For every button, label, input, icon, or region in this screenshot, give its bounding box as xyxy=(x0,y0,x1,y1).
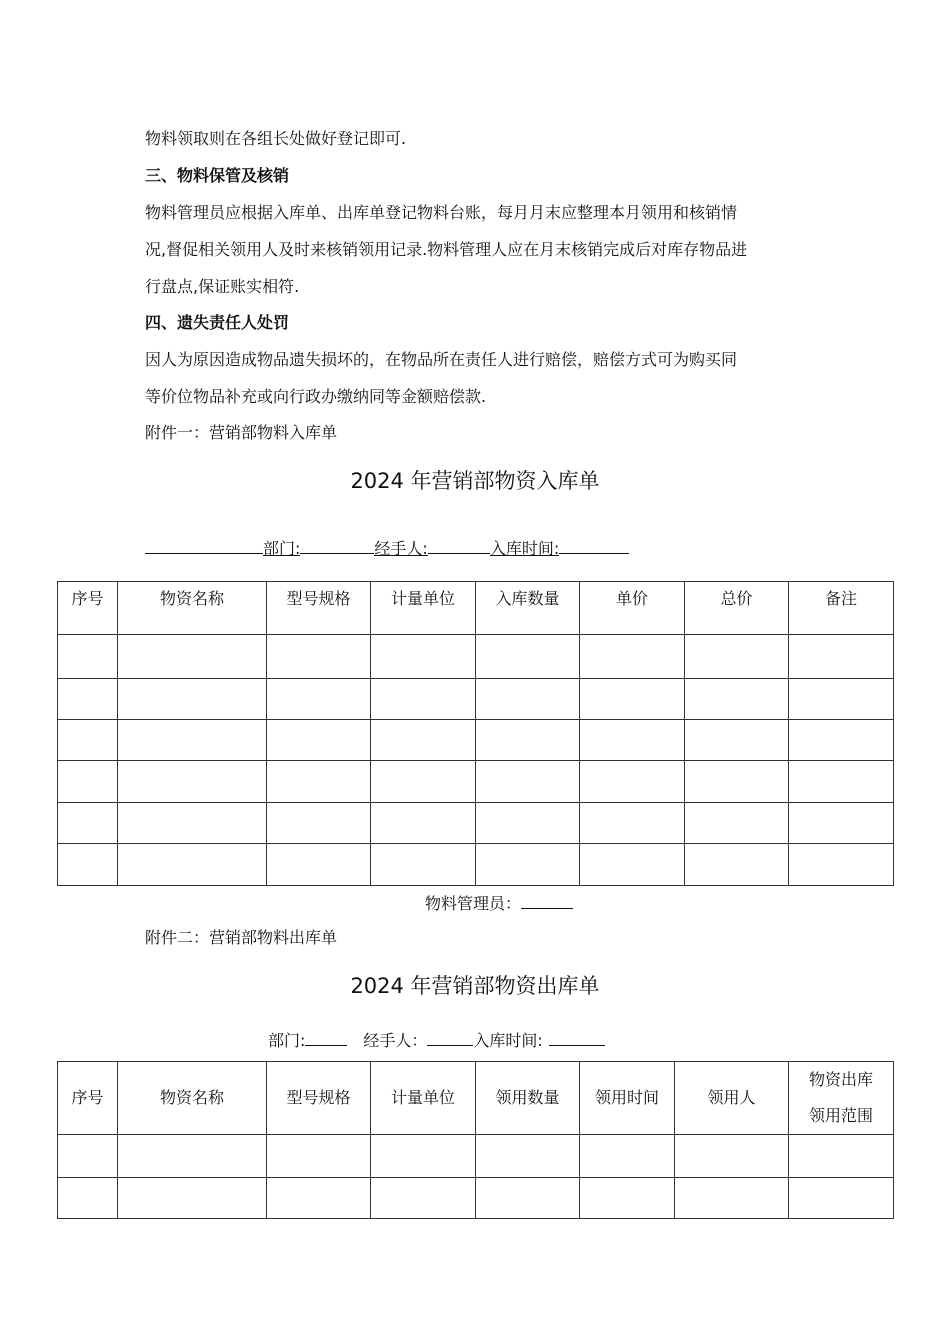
table-cell[interactable] xyxy=(789,679,894,720)
table-cell[interactable] xyxy=(371,761,476,803)
col-header-name: 物资名称 xyxy=(118,582,267,635)
dept-blank[interactable] xyxy=(305,1029,347,1046)
table-cell[interactable] xyxy=(789,720,894,761)
time-blank[interactable] xyxy=(549,1029,605,1046)
table-cell[interactable] xyxy=(58,679,118,720)
table-cell[interactable] xyxy=(685,844,789,886)
table-cell[interactable] xyxy=(789,1178,894,1219)
paragraph-text: 因人为原因造成物品遗失损坏的，在物品所在责任人进行赔偿，赔偿方式可为购买同 xyxy=(145,350,738,369)
table-row xyxy=(58,803,894,844)
table-row xyxy=(58,1135,894,1178)
handler-blank[interactable] xyxy=(428,537,490,554)
table-cell[interactable] xyxy=(58,844,118,886)
handler-label: 经手人: xyxy=(374,539,428,558)
section-heading-3: 三、物料保管及核销 xyxy=(145,166,290,185)
table-cell[interactable] xyxy=(580,1178,675,1219)
table-cell[interactable] xyxy=(476,1135,580,1178)
outbound-header-fields xyxy=(268,1029,605,1051)
table-cell[interactable] xyxy=(267,761,371,803)
inbound-form-title: 2024 年营销部物资入库单 xyxy=(350,469,600,493)
table-cell[interactable] xyxy=(580,720,685,761)
table-row xyxy=(58,844,894,886)
time-label: 入库时间: xyxy=(489,539,560,558)
table-cell[interactable] xyxy=(580,803,685,844)
table-cell[interactable] xyxy=(476,761,580,803)
table-cell[interactable] xyxy=(118,844,267,886)
paragraph-text: 行盘点,保证账实相符. xyxy=(145,277,300,296)
table-cell[interactable] xyxy=(476,844,580,886)
outbound-form-title: 2024 年营销部物资出库单 xyxy=(350,974,600,998)
table-cell[interactable] xyxy=(789,803,894,844)
time-label: 入库时间: xyxy=(473,1031,543,1050)
manager-blank[interactable] xyxy=(521,892,573,909)
inbound-header-row xyxy=(58,582,894,635)
table-cell[interactable] xyxy=(476,1178,580,1219)
table-cell[interactable] xyxy=(675,1135,789,1178)
attachment-label: 附件二：营销部物料出库单 xyxy=(145,928,338,947)
table-cell[interactable] xyxy=(118,679,267,720)
table-row xyxy=(58,761,894,803)
table-cell[interactable] xyxy=(118,635,267,679)
inbound-header-fields xyxy=(145,537,629,559)
table-cell[interactable] xyxy=(58,761,118,803)
col-header-name: 物资名称 xyxy=(118,1062,267,1135)
table-cell[interactable] xyxy=(58,1135,118,1178)
scope-header-line2: 领用范围 xyxy=(808,1106,873,1125)
table-cell[interactable] xyxy=(476,803,580,844)
section-heading-4: 四、遗失责任人处罚 xyxy=(145,313,290,332)
table-row xyxy=(58,635,894,679)
col-header-unit: 计量单位 xyxy=(371,1062,476,1135)
table-cell[interactable] xyxy=(118,1178,267,1219)
handler-label: 经手人： xyxy=(363,1031,428,1050)
table-cell[interactable] xyxy=(371,635,476,679)
col-header-total: 总价 xyxy=(685,582,789,635)
table-cell[interactable] xyxy=(371,1178,476,1219)
table-row xyxy=(58,679,894,720)
col-header-remark: 备注 xyxy=(789,582,894,635)
col-header-unit: 计量单位 xyxy=(371,582,476,635)
col-header-quantity: 入库数量 xyxy=(476,582,580,635)
col-header-index: 序号 xyxy=(58,582,118,635)
table-cell[interactable] xyxy=(118,1135,267,1178)
col-header-spec: 型号规格 xyxy=(267,1062,371,1135)
table-cell[interactable] xyxy=(267,1178,371,1219)
table-cell[interactable] xyxy=(371,844,476,886)
table-cell[interactable] xyxy=(267,679,371,720)
col-header-unit-price: 单价 xyxy=(580,582,685,635)
table-cell[interactable] xyxy=(789,635,894,679)
table-cell[interactable] xyxy=(58,1178,118,1219)
inbound-table xyxy=(57,581,894,886)
col-header-quantity: 领用数量 xyxy=(476,1062,580,1135)
handler-blank[interactable] xyxy=(427,1029,473,1046)
manager-signature-line xyxy=(425,892,573,914)
table-cell[interactable] xyxy=(118,720,267,761)
table-row xyxy=(58,1178,894,1219)
outbound-header-row xyxy=(58,1062,894,1135)
paragraph-text: 物料管理员应根据入库单、出库单登记物料台账，每月月末应整理本月领用和核销情 xyxy=(145,203,738,222)
table-cell[interactable] xyxy=(675,1178,789,1219)
table-cell[interactable] xyxy=(371,803,476,844)
time-blank[interactable] xyxy=(559,537,629,554)
table-cell[interactable] xyxy=(685,720,789,761)
table-cell[interactable] xyxy=(371,679,476,720)
col-header-index: 序号 xyxy=(58,1062,118,1135)
col-header-time: 领用时间 xyxy=(580,1062,675,1135)
dept-label: 部门: xyxy=(268,1031,306,1050)
table-row xyxy=(58,720,894,761)
attachment-label: 附件一：营销部物料入库单 xyxy=(145,423,338,442)
col-header-scope xyxy=(789,1062,894,1135)
table-cell[interactable] xyxy=(580,844,685,886)
table-cell[interactable] xyxy=(685,803,789,844)
table-cell[interactable] xyxy=(789,1135,894,1178)
table-cell[interactable] xyxy=(580,1135,675,1178)
table-cell[interactable] xyxy=(789,761,894,803)
table-cell[interactable] xyxy=(58,635,118,679)
dept-label: 部门: xyxy=(263,539,301,558)
table-cell[interactable] xyxy=(685,635,789,679)
outbound-table xyxy=(57,1061,894,1219)
table-cell[interactable] xyxy=(580,635,685,679)
table-cell[interactable] xyxy=(118,761,267,803)
col-header-recipient: 领用人 xyxy=(675,1062,789,1135)
table-cell[interactable] xyxy=(371,720,476,761)
table-cell[interactable] xyxy=(580,761,685,803)
col-header-spec: 型号规格 xyxy=(267,582,371,635)
dept-blank[interactable] xyxy=(145,537,263,554)
table-cell[interactable] xyxy=(685,761,789,803)
dept-value-blank[interactable] xyxy=(300,537,374,554)
table-cell[interactable] xyxy=(267,803,371,844)
table-cell[interactable] xyxy=(476,679,580,720)
table-cell[interactable] xyxy=(789,844,894,886)
table-cell[interactable] xyxy=(58,803,118,844)
table-cell[interactable] xyxy=(476,720,580,761)
table-cell[interactable] xyxy=(371,1135,476,1178)
table-cell[interactable] xyxy=(580,679,685,720)
manager-label: 物料管理员： xyxy=(425,894,522,913)
paragraph-text: 等价位物品补充或向行政办缴纳同等金额赔偿款. xyxy=(145,387,487,406)
paragraph-text: 物料领取则在各组长处做好登记即可. xyxy=(145,129,407,148)
table-cell[interactable] xyxy=(685,679,789,720)
table-cell[interactable] xyxy=(267,635,371,679)
scope-header-line1: 物资出库 xyxy=(808,1070,873,1089)
table-cell[interactable] xyxy=(267,720,371,761)
table-cell[interactable] xyxy=(118,803,267,844)
table-cell[interactable] xyxy=(267,844,371,886)
table-cell[interactable] xyxy=(476,635,580,679)
paragraph-text: 况,督促相关领用人及时来核销领用记录.物料管理人应在月末核销完成后对库存物品进 xyxy=(145,240,748,259)
table-cell[interactable] xyxy=(267,1135,371,1178)
table-cell[interactable] xyxy=(58,720,118,761)
